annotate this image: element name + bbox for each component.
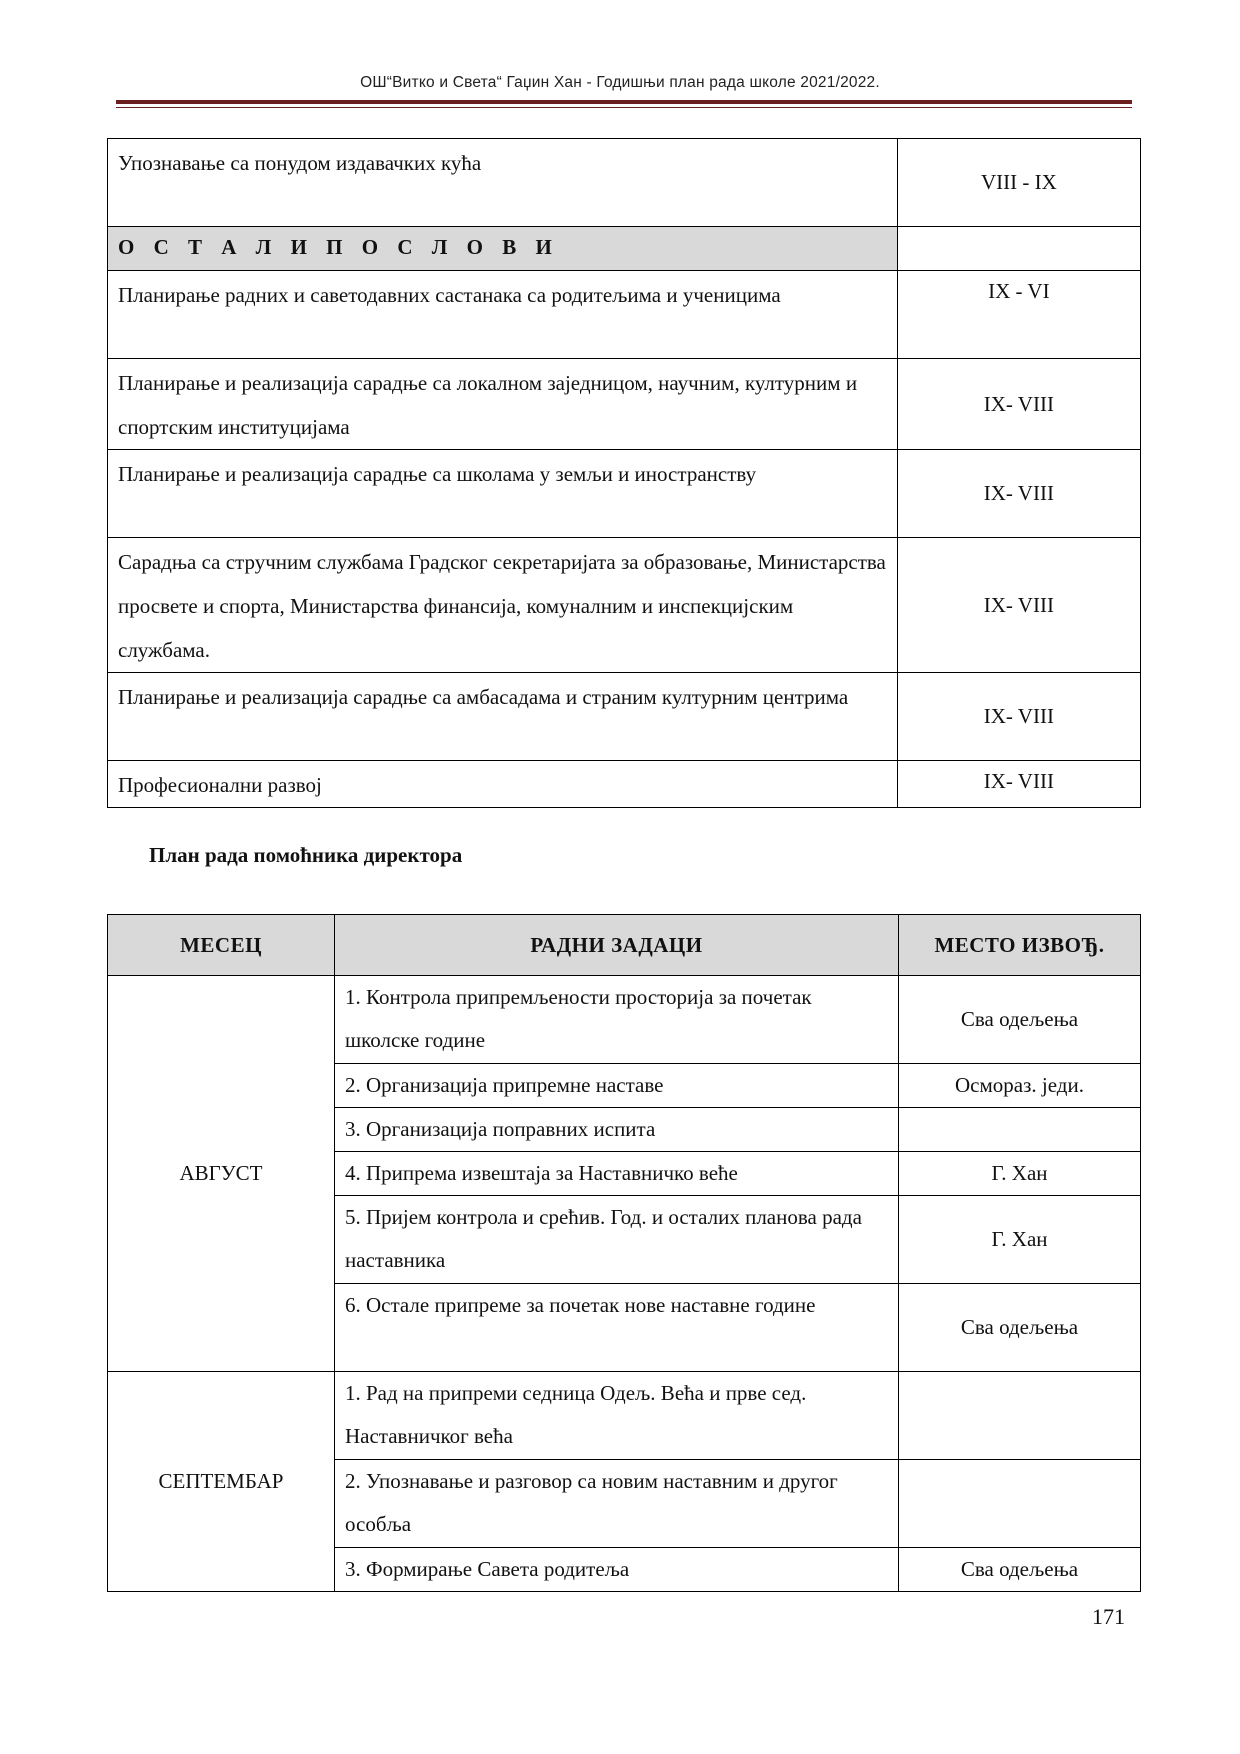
section-title: О С Т А Л И П О С Л О В И — [108, 227, 898, 271]
activity-cell: Сарадња са стручним службама Градског секретаријата за образовање, Министарства просвете и спорта, Министарства финансија, комуналним и инспекцијским службама. — [108, 538, 898, 673]
task-cell: 1. Рад на припреми седница Одељ. Већа и прве сед. Наставничког већа — [335, 1372, 899, 1460]
place-cell — [899, 1108, 1141, 1152]
table-row — [108, 761, 1141, 808]
table-row — [108, 359, 1141, 450]
period-cell: IX- VIII — [897, 673, 1140, 761]
activity-cell: Професионални развој — [108, 761, 898, 808]
month-cell: АВГУСТ — [108, 976, 335, 1372]
activity-cell: Планирање радних и саветодавних састанака са родитељима и ученицима — [108, 271, 898, 359]
task-cell: 6. Остале припреме за почетак нове наставне године — [335, 1284, 899, 1372]
table-row — [108, 271, 1141, 359]
section-row — [108, 227, 1141, 271]
header-rule-thick — [116, 100, 1132, 104]
task-cell: 5. Пријем контрола и срећив. Год. и осталих планова рада наставника — [335, 1196, 899, 1284]
task-cell: 1. Контрола припремљености просторија за почетак школске године — [335, 976, 899, 1064]
task-cell: 2. Организација припремне наставе — [335, 1064, 899, 1108]
page-number: 171 — [1092, 1604, 1125, 1629]
period-cell: IX- VIII — [897, 761, 1140, 808]
period-cell: VIII - IX — [897, 139, 1140, 227]
activity-cell: Планирање и реализација сарадње са амбасадама и страним културним центрима — [108, 673, 898, 761]
table-row — [108, 1372, 1141, 1460]
place-cell: Сва одељења — [899, 976, 1141, 1064]
column-header-place: МЕСТО ИЗВОЂ. — [899, 915, 1141, 976]
task-cell: 3. Формирање Савета родитеља — [335, 1548, 899, 1592]
place-cell — [899, 1460, 1141, 1548]
month-cell: СЕПТЕМБАР — [108, 1372, 335, 1592]
column-header-month: МЕСЕЦ — [108, 915, 335, 976]
activity-cell: Планирање и реализација сарадње са локалном заједницом, научним, културним и спортским институцијама — [108, 359, 898, 450]
period-cell: IX- VIII — [897, 538, 1140, 673]
activity-cell: Планирање и реализација сарадње са школама у земљи и иностранству — [108, 450, 898, 538]
task-cell: 2. Упознавање и разговор са новим наставним и другог особља — [335, 1460, 899, 1548]
table-row — [108, 976, 1141, 1064]
section-subtitle: План рада помоћника директора — [149, 843, 463, 867]
header-rule-thin — [116, 107, 1132, 108]
place-cell: Сва одељења — [899, 1284, 1141, 1372]
place-cell: Сва одељења — [899, 1548, 1141, 1592]
activity-cell: Упознавање са понудом издавачких кућа — [108, 139, 898, 227]
column-header-tasks: РАДНИ ЗАДАЦИ — [335, 915, 899, 976]
duties-table — [107, 138, 1141, 808]
place-cell: Г. Хан — [899, 1196, 1141, 1284]
table-header-row — [108, 915, 1141, 976]
place-cell — [899, 1372, 1141, 1460]
place-cell: Осмораз. једи. — [899, 1064, 1141, 1108]
task-cell: 3. Организација поправних испита — [335, 1108, 899, 1152]
period-cell — [897, 227, 1140, 271]
period-cell: IX- VIII — [897, 359, 1140, 450]
period-cell: IX - VI — [897, 271, 1140, 359]
table-row — [108, 673, 1141, 761]
table-row — [108, 538, 1141, 673]
table-row — [108, 450, 1141, 538]
assistant-director-plan-table — [107, 914, 1141, 1592]
place-cell: Г. Хан — [899, 1152, 1141, 1196]
page-header: ОШ“Витко и Света“ Гаџин Хан - Годишњи план рада школе 2021/2022. — [360, 74, 880, 91]
table-row — [108, 139, 1141, 227]
period-cell: IX- VIII — [897, 450, 1140, 538]
task-cell: 4. Припрема извештаја за Наставничко веће — [335, 1152, 899, 1196]
